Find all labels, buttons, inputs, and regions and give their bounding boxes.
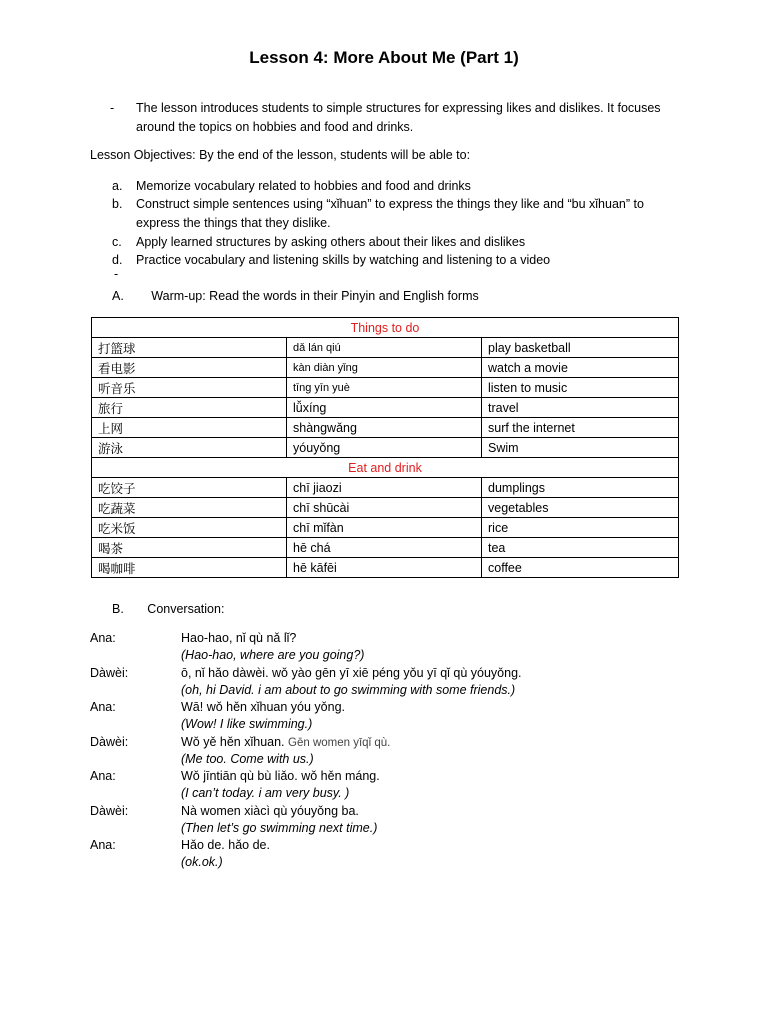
hanzi-cell: 喝茶 [92, 538, 287, 558]
hanzi-cell: 吃米饭 [92, 518, 287, 538]
table-row [92, 538, 679, 558]
english-cell: travel [482, 398, 679, 418]
dialogue-line: Hao-hao, nǐ qù nǎ lǐ? [181, 631, 297, 645]
pinyin-cell: shàngwǎng [287, 418, 482, 438]
pinyin-cell: hē chá [287, 538, 482, 558]
dialogue-line: ō, nǐ hǎo dàwèi. wǒ yào gēn yī xiē péng yǒu yī qǐ qù yóuyǒng. [181, 665, 522, 680]
objective-text: Apply learned structures by asking others about their likes and dislikes [136, 235, 526, 249]
dialogue-line-group [181, 735, 390, 749]
english-cell: dumplings [482, 478, 679, 498]
dialogue-turn [90, 631, 690, 666]
dialogue-line: Nà women xiàcì qù yóuyǒng ba. [181, 803, 359, 818]
speaker-name: Dàwèi: [90, 665, 129, 680]
table-section-row [92, 318, 679, 338]
dialogue-translation: (Then let’s go swimming next time.) [181, 820, 378, 835]
objective-text: Construct simple sentences using “xǐhuan” to express the things they like and “bu xǐhuan” to express the things that they dislike. [136, 197, 644, 230]
conversation-letter: B. [112, 602, 124, 616]
pinyin-cell: kàn diàn yǐng [287, 358, 482, 378]
objective-letter: b. [112, 197, 123, 211]
vocabulary-table [91, 317, 679, 578]
hanzi-cell: 吃蔬菜 [92, 498, 287, 518]
english-cell: surf the internet [482, 418, 679, 438]
dialogue-translation: (Me too. Come with us.) [181, 751, 314, 766]
english-cell: tea [482, 538, 679, 558]
objective-item [112, 233, 672, 252]
speaker-name: Dàwèi: [90, 803, 129, 818]
dialogue-translation: (oh, hi David. i am about to go swimming with some friends.) [181, 682, 516, 697]
dialogue-line: Wǒ yě hěn xǐhuan. [181, 734, 285, 749]
warmup-text: Warm-up: Read the words in their Pinyin and English forms [151, 289, 479, 303]
table-section-row [92, 458, 679, 478]
objective-item [112, 251, 672, 270]
section-title-eat-and-drink: Eat and drink [92, 458, 679, 478]
dialogue-translation: (I can’t today. i am very busy. ) [181, 786, 350, 800]
conversation-dialogue [90, 631, 690, 873]
hanzi-cell: 看电影 [92, 358, 287, 378]
dialogue-line-extra: Gēn women yīqǐ qù. [288, 736, 391, 749]
dialogue-translation: (ok.ok.) [181, 855, 223, 869]
warmup-letter: A. [112, 289, 124, 303]
hanzi-cell: 游泳 [92, 438, 287, 458]
hanzi-cell: 听音乐 [92, 378, 287, 398]
intro-text: The lesson introduces students to simple structures for expressing likes and dislikes. It focuses around the topics on hobbies and food and drinks. [136, 101, 661, 134]
pinyin-cell: dǎ lán qiú [287, 338, 482, 358]
english-cell: vegetables [482, 498, 679, 518]
table-row [92, 518, 679, 538]
objective-text: Memorize vocabulary related to hobbies and food and drinks [136, 179, 471, 193]
speaker-name: Ana: [90, 769, 116, 783]
hanzi-cell: 喝咖啡 [92, 558, 287, 578]
english-cell: listen to music [482, 378, 679, 398]
speaker-name: Ana: [90, 631, 116, 645]
table-row [92, 498, 679, 518]
dialogue-line: Wǒ jīntiān qù bù liǎo. wǒ hěn máng. [181, 769, 380, 783]
dialogue-turn [90, 769, 690, 804]
hanzi-cell: 旅行 [92, 398, 287, 418]
table-row [92, 478, 679, 498]
dialogue-turn [90, 804, 690, 839]
dialogue-turn [90, 838, 690, 873]
conversation-heading [112, 602, 224, 616]
english-cell: Swim [482, 438, 679, 458]
table-row [92, 358, 679, 378]
objective-letter: a. [112, 179, 123, 193]
pinyin-cell: chī mǐfàn [287, 518, 482, 538]
objective-text: Practice vocabulary and listening skills by watching and listening to a video [136, 253, 551, 267]
pinyin-cell: lǚxíng [287, 398, 482, 418]
dialogue-line: Wā! wǒ hěn xǐhuan yóu yǒng. [181, 700, 345, 714]
dialogue-turn [90, 700, 690, 735]
objectives-heading: Lesson Objectives: By the end of the lesson, students will be able to: [90, 148, 471, 162]
objective-item [112, 177, 672, 196]
dialogue-line: Hǎo de. hǎo de. [181, 838, 270, 852]
table-row [92, 338, 679, 358]
conversation-heading-text: Conversation: [147, 602, 225, 616]
page-title: Lesson 4: More About Me (Part 1) [249, 48, 519, 67]
dialogue-turn [90, 735, 690, 770]
dialogue-translation: (Wow! I like swimming.) [181, 717, 313, 731]
speaker-name: Dàwèi: [90, 734, 129, 749]
table-row [92, 418, 679, 438]
speaker-name: Ana: [90, 700, 116, 714]
intro-paragraph [112, 99, 672, 137]
intro-dash: - [110, 101, 115, 115]
table-row [92, 378, 679, 398]
table-row [92, 438, 679, 458]
hanzi-cell: 上网 [92, 418, 287, 438]
dialogue-translation: (Hao-hao, where are you going?) [181, 648, 365, 662]
pinyin-cell: tīng yīn yuè [287, 378, 482, 398]
pinyin-cell: hē kāfēi [287, 558, 482, 578]
objective-item [112, 195, 672, 232]
objective-letter: d. [112, 253, 123, 267]
dialogue-turn [90, 666, 690, 701]
english-cell: play basketball [482, 338, 679, 358]
pinyin-cell: chī jiaozi [287, 478, 482, 498]
section-title-things-to-do: Things to do [92, 318, 679, 338]
english-cell: watch a movie [482, 358, 679, 378]
hanzi-cell: 吃饺子 [92, 478, 287, 498]
pinyin-cell: chī shūcài [287, 498, 482, 518]
pinyin-cell: yóuyǒng [287, 438, 482, 458]
table-row [92, 398, 679, 418]
objective-letter: c. [112, 235, 122, 249]
table-row [92, 558, 679, 578]
warmup-heading [112, 289, 479, 303]
objective-dash: - [114, 267, 119, 281]
english-cell: coffee [482, 558, 679, 578]
speaker-name: Ana: [90, 838, 116, 852]
english-cell: rice [482, 518, 679, 538]
hanzi-cell: 打篮球 [92, 338, 287, 358]
